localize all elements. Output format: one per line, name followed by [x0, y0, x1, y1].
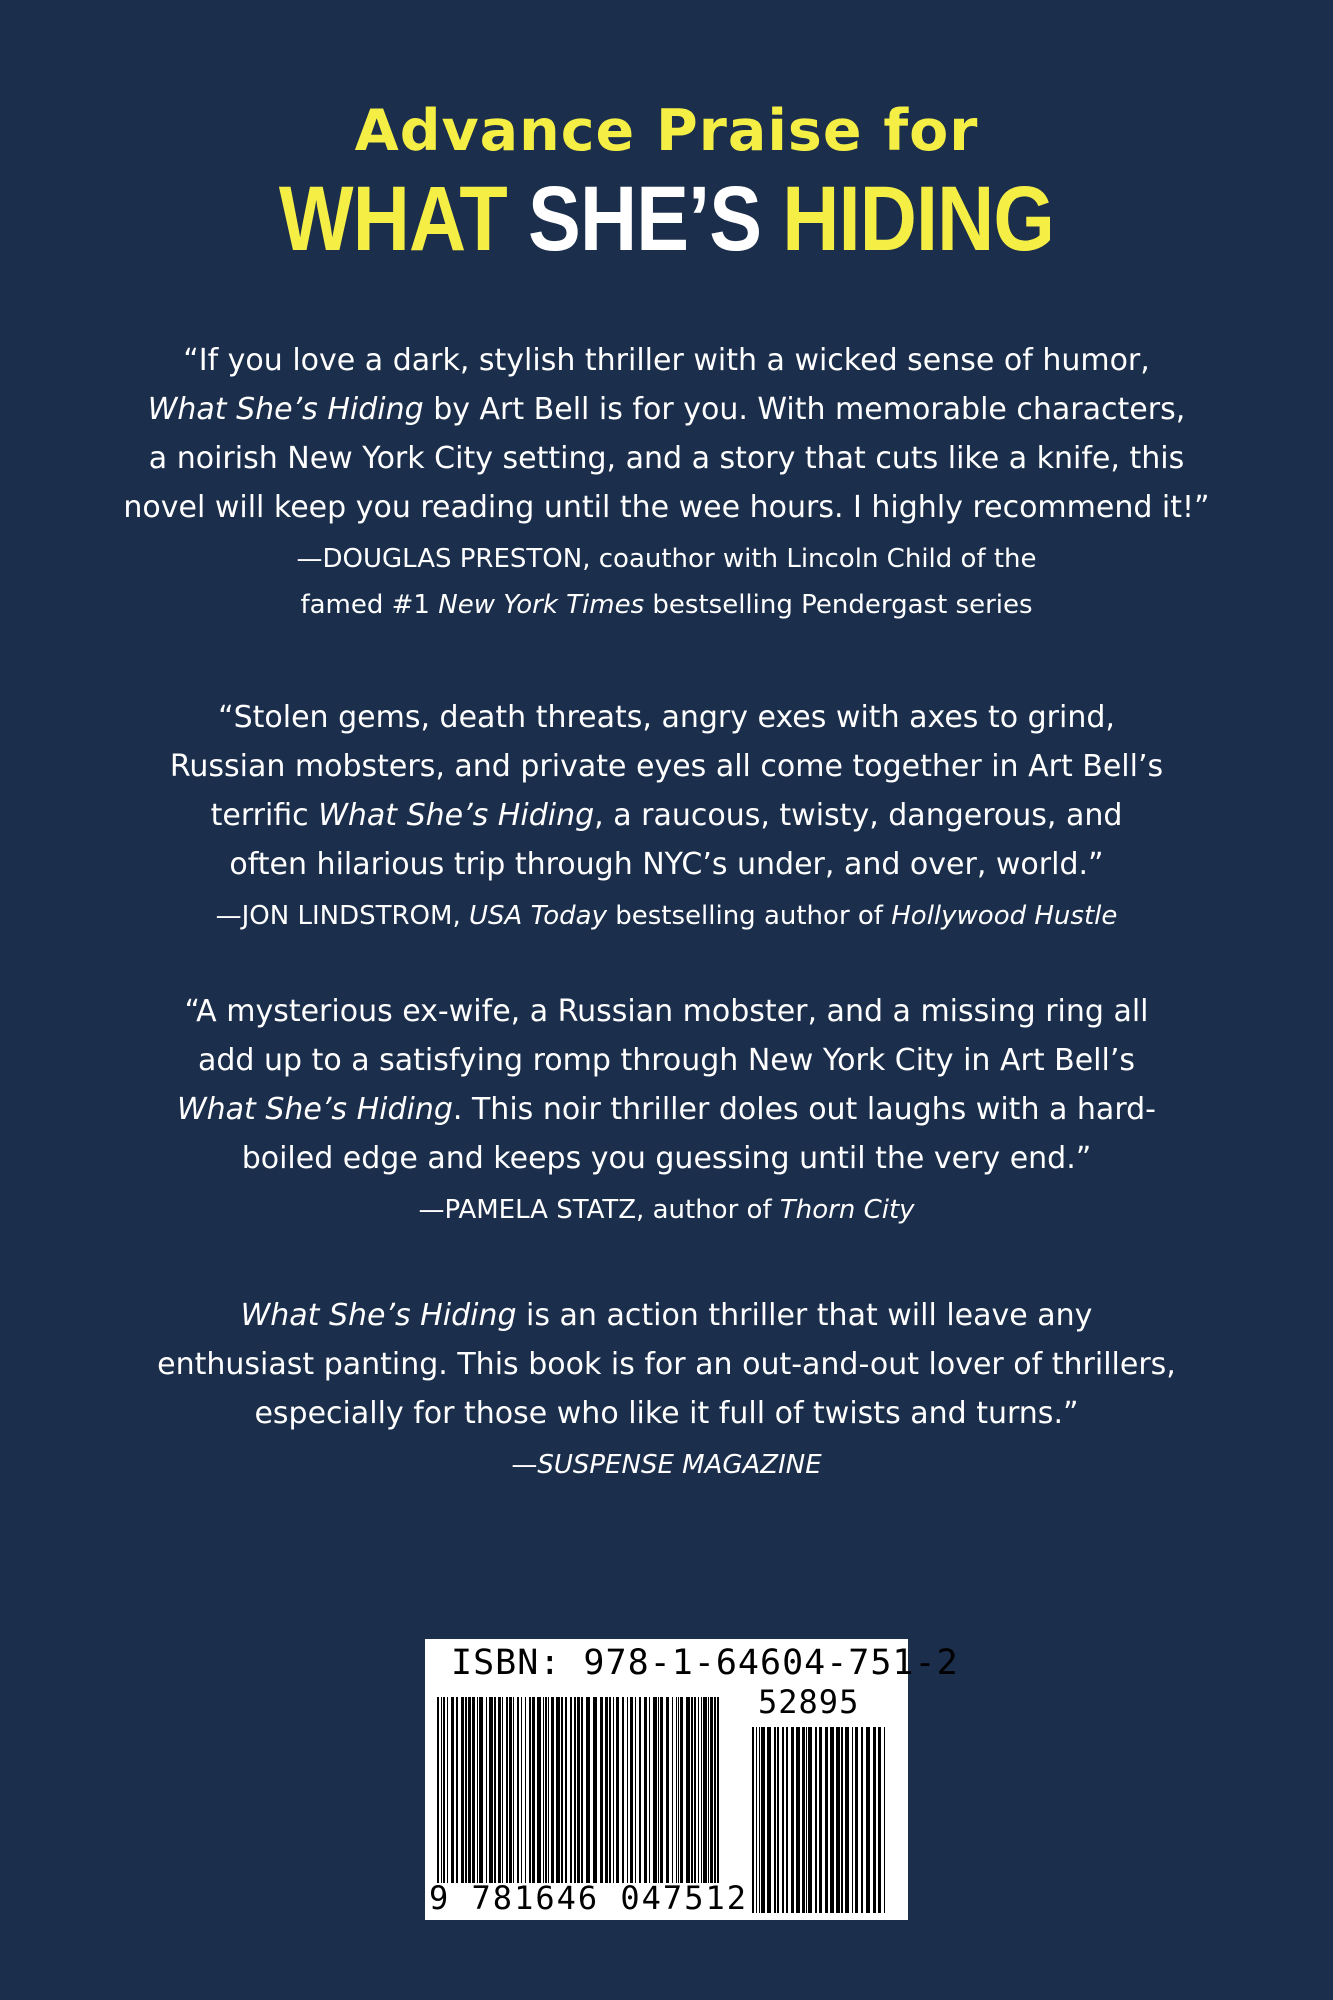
barcode-bar	[841, 1727, 843, 1913]
italic-title-text: What She’s Hiding	[318, 798, 595, 833]
barcode-bar	[796, 1727, 800, 1913]
barcode-bar	[694, 1697, 696, 1883]
barcode-bar	[561, 1697, 563, 1883]
barcode-bar	[548, 1697, 549, 1883]
attribution-text: famed #1	[300, 590, 439, 620]
barcode-bar	[678, 1697, 679, 1883]
barcode-bar	[543, 1697, 544, 1883]
barcode-bar	[441, 1697, 442, 1883]
barcode-bar	[461, 1697, 464, 1883]
header	[0, 95, 1333, 271]
barcode-bar	[465, 1697, 467, 1883]
ean-digits: 9 781646 047512	[429, 1879, 748, 1917]
attribution-text: —DOUGLAS PRESTON, coauthor with Lincoln Child of the	[296, 544, 1037, 574]
barcode-bar	[836, 1727, 840, 1913]
barcode-bar	[577, 1697, 580, 1883]
barcode-bar	[570, 1697, 572, 1883]
barcode-bar	[513, 1697, 514, 1883]
barcode-bar	[708, 1697, 709, 1883]
barcode-bar	[468, 1697, 471, 1883]
barcode-bar	[717, 1697, 719, 1883]
barcode-bar	[609, 1697, 611, 1883]
barcode-bar	[545, 1697, 547, 1883]
barcode-bar	[537, 1697, 541, 1883]
attribution-text: bestselling author of	[606, 901, 892, 931]
barcode-bar	[703, 1697, 707, 1883]
blurb-quote	[0, 1291, 1333, 1438]
barcode-bar	[502, 1697, 503, 1883]
barcode-bar	[494, 1697, 496, 1883]
quote-line	[0, 742, 1333, 791]
quote-text: “If you love a dark, stylish thriller with a wicked sense of humor,	[183, 343, 1150, 378]
barcode-bar	[605, 1697, 608, 1883]
barcode-bar	[761, 1727, 765, 1913]
barcode-bar	[825, 1727, 828, 1913]
barcode-bar	[658, 1697, 659, 1883]
quote-text: is an action thriller that will leave any	[516, 1298, 1093, 1333]
quote-line	[0, 693, 1333, 742]
barcode-bar	[791, 1727, 794, 1913]
quote-line	[0, 791, 1333, 840]
quote-text: boiled edge and keeps you guessing until the very end.”	[241, 1141, 1092, 1176]
barcode-bar	[506, 1697, 508, 1883]
barcode-bar	[479, 1697, 483, 1883]
title-word-hiding: HIDING	[782, 168, 1055, 270]
barcode-bar	[806, 1727, 807, 1913]
barcode-bar	[714, 1697, 716, 1883]
barcode-bar	[819, 1727, 822, 1913]
barcode-bar	[830, 1727, 834, 1913]
barcode-bar	[756, 1727, 757, 1913]
barcode-bar	[691, 1697, 693, 1883]
blurb-quote	[0, 693, 1333, 889]
barcode-bar	[786, 1727, 788, 1913]
barcode-bar	[521, 1697, 522, 1883]
quote-text: often hilarious trip through NYC’s under, and over, world.”	[229, 847, 1104, 882]
isbn-barcode	[425, 1639, 959, 1920]
quote-line	[0, 1389, 1333, 1438]
barcode-bar	[666, 1697, 669, 1883]
isbn-label: ISBN: 978-1-64604-751-2	[451, 1643, 959, 1683]
blurb-statz	[0, 987, 1333, 1233]
quote-line	[0, 1291, 1333, 1340]
barcode-bar	[884, 1727, 885, 1913]
blurb-attribution	[0, 536, 1333, 628]
attribution-text: bestselling Pendergast series	[644, 590, 1033, 620]
barcode-bar	[782, 1727, 784, 1913]
attribution-line	[0, 893, 1333, 939]
barcode-bar	[532, 1697, 535, 1883]
barcode-bar	[627, 1697, 628, 1883]
blurb-attribution	[0, 1187, 1333, 1233]
attribution-line	[0, 582, 1333, 628]
barcode-bar	[616, 1697, 619, 1883]
blurb-suspense-magazine	[0, 1291, 1333, 1488]
quote-text: add up to a satisfying romp through New York City in Art Bell’s	[197, 1043, 1136, 1078]
quote-line	[0, 1036, 1333, 1085]
book-title	[93, 167, 1239, 271]
italic-title-text: What She’s Hiding	[240, 1298, 517, 1333]
barcode-bar	[456, 1697, 458, 1883]
blurb-quote	[0, 336, 1333, 532]
barcode-bar	[852, 1727, 853, 1913]
barcode-bar	[759, 1727, 760, 1913]
ean-barcode-bars	[435, 1697, 725, 1883]
barcode-bar	[861, 1727, 863, 1913]
barcode-bar	[525, 1697, 526, 1883]
italic-title-text: Thorn City	[779, 1195, 915, 1225]
price-code: 52895	[758, 1683, 860, 1721]
barcode-bar	[622, 1697, 624, 1883]
attribution-text: —JON LINDSTROM,	[215, 901, 469, 931]
quote-line	[0, 1134, 1333, 1183]
barcode-bar	[565, 1697, 567, 1883]
barcode-bar	[600, 1697, 603, 1883]
barcode-bar	[649, 1697, 650, 1883]
barcode-bar	[509, 1697, 512, 1883]
barcode-bar	[866, 1727, 870, 1913]
barcode-bar	[437, 1697, 439, 1883]
barcode-bar	[767, 1727, 771, 1913]
barcode-bar	[529, 1697, 531, 1883]
blurb-lindstrom	[0, 693, 1333, 939]
attribution-text: —PAMELA STATZ, author of	[418, 1195, 780, 1225]
attribution-line	[0, 536, 1333, 582]
barcode-bar	[486, 1697, 487, 1883]
italic-title-text: USA Today	[468, 901, 607, 931]
quote-line	[0, 434, 1333, 483]
quote-line	[0, 385, 1333, 434]
barcode-bar	[498, 1697, 501, 1883]
barcode-bar	[774, 1727, 776, 1913]
blurb-attribution	[0, 893, 1333, 939]
barcode-bar	[630, 1697, 633, 1883]
quote-line	[0, 336, 1333, 385]
barcode-bar	[710, 1697, 713, 1883]
barcode-bar	[451, 1697, 454, 1883]
attribution-line	[0, 1442, 1333, 1488]
barcode-bar	[855, 1727, 858, 1913]
barcode-bar	[676, 1697, 677, 1883]
quote-line	[0, 483, 1333, 532]
barcode-bar	[581, 1697, 583, 1883]
quote-text: novel will keep you reading until the wee hours. I highly recommend it!”	[123, 490, 1210, 525]
italic-title-text: New York Times	[438, 590, 645, 620]
attribution-text: —	[511, 1450, 538, 1480]
quote-text: Russian mobsters, and private eyes all come together in Art Bell’s	[169, 749, 1164, 784]
barcode-bar	[873, 1727, 876, 1913]
italic-title-text: What She’s Hiding	[147, 392, 424, 427]
barcode-bar	[777, 1727, 779, 1913]
title-word-shes: SHE’S	[528, 168, 762, 270]
quote-text: “Stolen gems, death threats, angry exes with axes to grind,	[218, 700, 1115, 735]
barcode-bar	[845, 1727, 849, 1913]
barcode-bar	[660, 1697, 663, 1883]
price-addon-bars	[750, 1727, 890, 1913]
quote-text: by Art Bell is for you. With memorable characters,	[423, 392, 1186, 427]
barcode-bar	[644, 1697, 647, 1883]
barcode-bar	[574, 1697, 576, 1883]
barcode-bar	[551, 1697, 554, 1883]
barcode-bar	[680, 1697, 683, 1883]
title-word-what: WHAT	[278, 168, 507, 270]
quote-text: terrific	[210, 798, 319, 833]
advance-praise-heading: Advance Praise for	[354, 98, 979, 164]
barcode-bar	[443, 1697, 445, 1883]
barcode-bar	[635, 1697, 636, 1883]
barcode-bar	[653, 1697, 657, 1883]
quote-text: “A mysterious ex-wife, a Russian mobster, and a missing ring all	[184, 994, 1149, 1029]
attribution-line	[0, 1187, 1333, 1233]
italic-title-text: SUSPENSE MAGAZINE	[537, 1450, 822, 1480]
barcode-bar	[698, 1697, 699, 1883]
barcode-bar	[686, 1697, 690, 1883]
quote-line	[0, 1085, 1333, 1134]
barcode-bar	[517, 1697, 519, 1883]
barcode-bar	[701, 1697, 702, 1883]
quote-text: , a raucous, twisty, dangerous, and	[594, 798, 1123, 833]
barcode-bar	[472, 1697, 475, 1883]
quote-line	[0, 1340, 1333, 1389]
quote-text: enthusiast panting. This book is for an out-and-out lover of thrillers,	[157, 1347, 1176, 1382]
barcode-bar	[639, 1697, 641, 1883]
quote-text: especially for those who like it full of twists and turns.”	[254, 1396, 1079, 1431]
barcode-bar	[878, 1727, 881, 1913]
barcode-bar	[815, 1727, 817, 1913]
barcode-bar	[556, 1697, 560, 1883]
barcode-bar	[802, 1727, 805, 1913]
quote-text: . This noir thriller doles out laughs with a hard-	[452, 1092, 1156, 1127]
barcode-bar	[586, 1697, 590, 1883]
barcode-bar	[477, 1697, 478, 1883]
barcode-bar	[808, 1727, 812, 1913]
barcode-bar	[447, 1697, 448, 1883]
italic-title-text: Hollywood Hustle	[891, 901, 1118, 931]
barcode-bar	[613, 1697, 614, 1883]
blurb-attribution	[0, 1442, 1333, 1488]
barcode-bar	[752, 1727, 754, 1913]
barcode-bar	[672, 1697, 673, 1883]
quote-line	[0, 987, 1333, 1036]
quote-line	[0, 840, 1333, 889]
quote-text: a noirish New York City setting, and a story that cuts like a knife, this	[148, 441, 1185, 476]
blurb-quote	[0, 987, 1333, 1183]
italic-title-text: What She’s Hiding	[177, 1092, 453, 1127]
barcode-bar	[593, 1697, 597, 1883]
barcode-bar	[489, 1697, 493, 1883]
blurb-preston	[0, 336, 1333, 628]
